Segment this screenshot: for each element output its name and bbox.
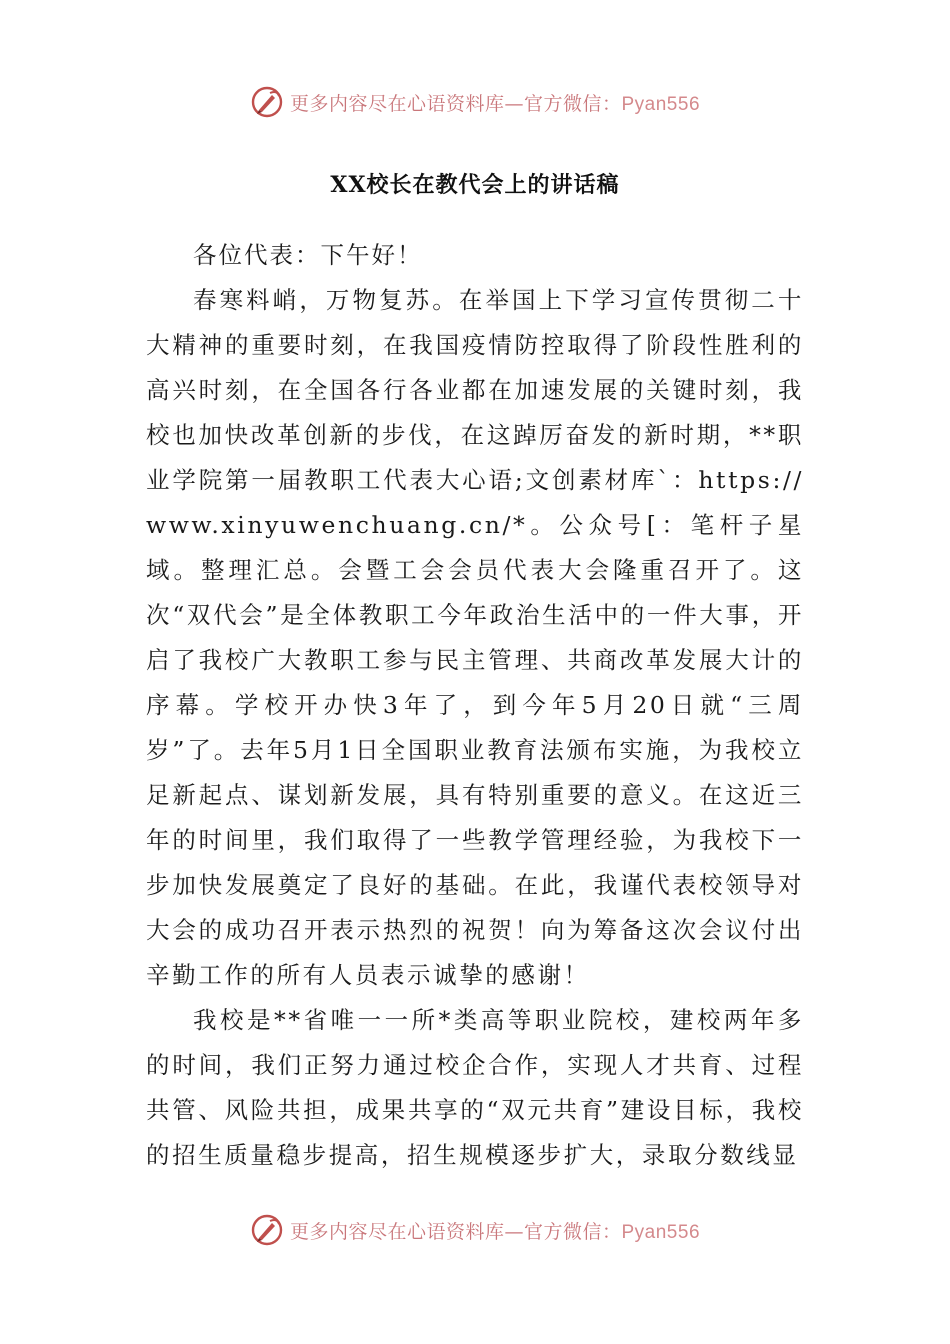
- pen-logo-icon: [250, 1213, 284, 1247]
- document-body: [146, 233, 804, 1178]
- banner-brand-text: 更多内容尽在心语资料库—官方微信：: [289, 1220, 622, 1243]
- pen-logo-icon: [250, 85, 284, 119]
- body-paragraph: 我校是**省唯一一所*类高等职业院校，建校两年多的时间，我们正努力通过校企合作，实现人才共育、过程共管、风险共担，成果共享的“双元共育”建设目标，我校的招生质量稳步提高，招生规模逐步扩大，录取分数线显: [146, 1006, 804, 1169]
- body-paragraph: 春寒料峭，万物复苏。在举国上下学习宣传贯彻二十大精神的重要时刻，在我国疫情防控取得了阶段性胜利的高兴时刻，在全国各行各业都在加速发展的关键时刻，我校也加快改革创新的步伐，在这踔厉奋发的新时期，**职业学院第一届教职工代表大心语;文创素材库`：https://www.xinyuwenchuang.cn/*。公众号[：笔杆子星域。整理汇总。会暨工会会员代表大会隆重召开了。这次“双代会”是全体教职工今年政治生活中的一件大事，开启了我校广大教职工参与民主管理、共商改革发展大计的序幕。学校开办快3年了，到今年5月20日就“三周岁”了。去年5月1日全国职业教育法颁布实施，为我校立足新起点、谋划新发展，具有特别重要的意义。在这近三年的时间里，我们取得了一些教学管理经验，为我校下一步加快发展奠定了良好的基础。在此，我谨代表校领导对大会的成功召开表示热烈的祝贺！向为筹备这次会议付出辛勤工作的所有人员表示诚挚的感谢！: [146, 286, 804, 989]
- document-title: XX校长在教代会上的讲话稿: [330, 172, 620, 198]
- header-banner: [0, 80, 950, 124]
- greeting-line: 各位代表：下午好！: [193, 241, 423, 269]
- banner-wechat-handle: Pyan556: [621, 1221, 701, 1243]
- footer-banner: [0, 1208, 950, 1252]
- banner-brand-text: 更多内容尽在心语资料库—官方微信：: [289, 92, 622, 115]
- banner-wechat-handle: Pyan556: [621, 93, 701, 115]
